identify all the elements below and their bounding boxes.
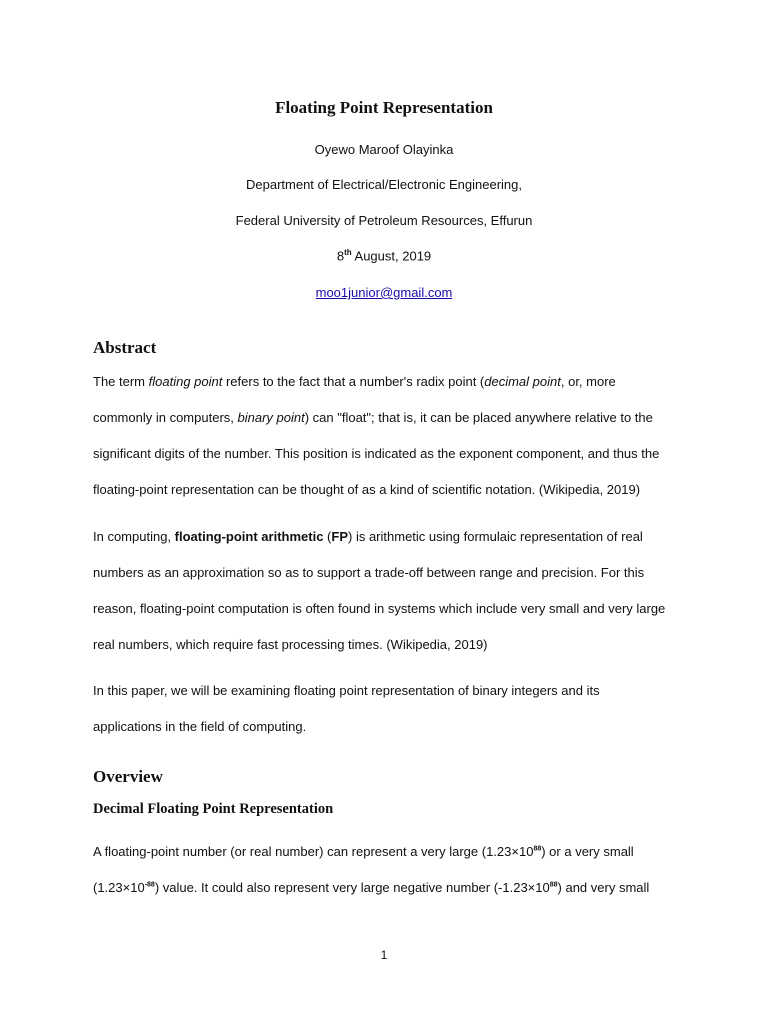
paragraph-line: reason, floating-point computation is often found in systems which include very small and very large	[93, 601, 666, 616]
term-fp: FP	[331, 529, 349, 544]
overview-paragraph-1	[93, 834, 733, 906]
page-number: 1	[380, 948, 388, 962]
exponent: -88	[144, 881, 155, 889]
term-decimal-point: decimal point	[484, 374, 561, 389]
author-department: Department of Electrical/Electronic Engineering,	[245, 177, 523, 192]
paragraph-line: floating-point representation can be thought of as a kind of scientific notation. (Wikipedia, 2019)	[93, 482, 641, 497]
abstract-paragraph-3	[93, 673, 733, 745]
overview-heading: Overview	[93, 767, 163, 786]
exponent: 88	[533, 845, 542, 853]
author-university: Federal University of Petroleum Resources, Effurun	[235, 213, 533, 228]
date-day: 8	[336, 248, 345, 264]
publication-date	[0, 248, 768, 263]
paragraph-line: numbers as an approximation so as to support a trade-off between range and precision. For this	[93, 565, 645, 580]
paragraph-line: real numbers, which require fast processing times. (Wikipedia, 2019)	[93, 637, 488, 652]
term-binary-point: binary point	[237, 410, 305, 425]
author-email-link[interactable]: moo1junior@gmail.com	[315, 285, 453, 300]
date-suffix: th	[344, 248, 352, 257]
exponent: 88	[549, 881, 558, 889]
abstract-paragraph-2	[93, 519, 733, 663]
paper-title: Floating Point Representation	[275, 98, 493, 117]
paragraph-line: A floating-point number (or real number) can represent a very large $(1.23\times 10^{88})$ or a very small	[93, 844, 634, 859]
paragraph-line: commonly in computers, binary point) can "float"; that is, it can be placed anywhere relative to the	[93, 410, 653, 425]
term-fp-arithmetic: floating-point arithmetic	[174, 529, 324, 544]
paragraph-line: applications in the field of computing.	[93, 719, 307, 734]
paragraph-line: significant digits of the number. This position is indicated as the exponent component, and thus the	[93, 446, 660, 461]
author-name: Oyewo Maroof Olayinka	[314, 142, 454, 157]
decimal-fp-subheading: Decimal Floating Point Representation	[93, 801, 334, 817]
paragraph-line: The term floating point refers to the fact that a number's radix point (decimal point, or, more	[93, 374, 616, 389]
paragraph-line: In computing, floating-point arithmetic (FP) is arithmetic using formulaic representation of real	[93, 529, 643, 544]
paragraph-line: $(1.23\times 10^{-88})$ value. It could also represent very large negative number $(-1.23\times 10^{88})$ and very small	[93, 880, 650, 895]
date-month-year: August, 2019	[351, 248, 432, 264]
email-line	[0, 285, 768, 300]
abstract-heading: Abstract	[93, 338, 157, 357]
paragraph-line: In this paper, we will be examining floating point representation of binary integers and its	[93, 683, 600, 698]
term-floating-point: floating point	[148, 374, 223, 389]
abstract-paragraph-1	[93, 364, 733, 508]
